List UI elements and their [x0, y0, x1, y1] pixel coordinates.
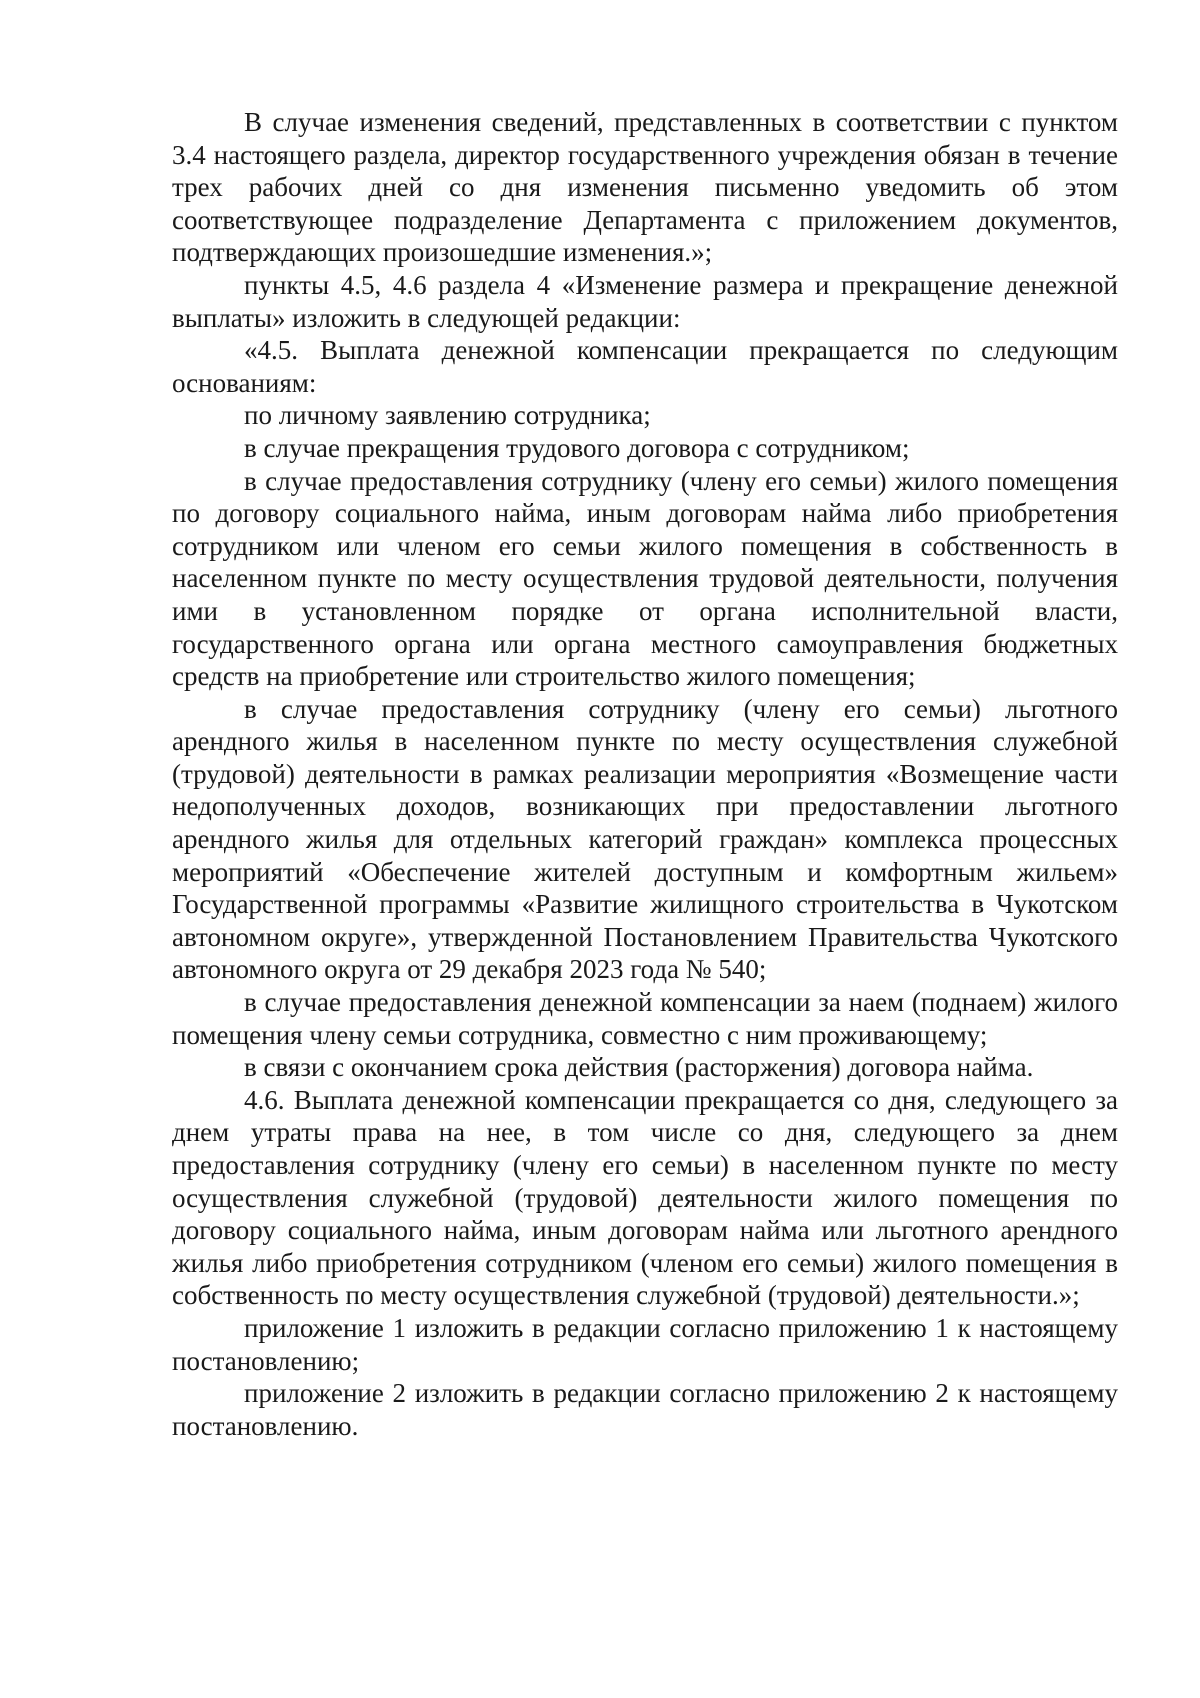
- paragraph-basis-family-member-compensation: в случае предоставления денежной компенсации за наем (поднаем) жилого помещения члену семьи сотрудника, совместно с ним проживающему;: [172, 987, 1118, 1050]
- paragraph-appendix-2: приложение 2 изложить в редакции согласно приложению 2 к настоящему постановлению.: [172, 1378, 1118, 1441]
- paragraph-point-4-5-intro: «4.5. Выплата денежной компенсации прекращается по следующим основаниям:: [172, 335, 1118, 398]
- paragraph-basis-personal-request: по личному заявлению сотрудника;: [244, 400, 651, 431]
- paragraph-basis-lease-expiry: в связи с окончанием срока действия (расторжения) договора найма.: [244, 1052, 1034, 1083]
- document-page: [172, 106, 1118, 1442]
- paragraph-point-4-6: 4.6. Выплата денежной компенсации прекращается со дня, следующего за днем утраты права на нее, в том числе со дня, следующего за днем предоставления сотруднику (члену его семьи) в населенном пункте по месту осуществления служебной (трудовой) деятельности жилого помещения по договору социального найма, иным договорам найма или льготного арендного жилья либо приобретения сотрудником (членом его семьи) жилого помещения в собственность по месту осуществления служебной (трудовой) деятельности.»;: [172, 1084, 1118, 1311]
- paragraph-basis-contract-termination: в случае прекращения трудового договора с сотрудником;: [244, 432, 910, 463]
- paragraph-basis-housing-provided: в случае предоставления сотруднику (члену его семьи) жилого помещения по договору социального найма, иным договорам найма либо приобретения сотрудником или членом его семьи жилого помещения в собственность в населенном пункте по месту осуществления трудовой деятельности, получения ими в установленном порядке от органа исполнительной власти, государственного органа или органа местного самоуправления бюджетных средств на приобретение или строительство жилого помещения;: [172, 465, 1118, 692]
- paragraph-notification-of-changes: В случае изменения сведений, представленных в соответствии с пунктом 3.4 настоящего раздела, директор государственного учреждения обязан в течение трех рабочих дней со дня изменения письменно уведомить об этом соответствующее подразделение Департамента с приложением документов, подтверждающих произошедшие изменения.»;: [172, 107, 1118, 268]
- paragraph-basis-preferential-rental: в случае предоставления сотруднику (члену его семьи) льготного арендного жилья в населенном пункте по месту осуществления служебной (трудовой) деятельности в рамках реализации мероприятия «Возмещение части недополученных доходов, возникающих при предоставлении льготного арендного жилья для отдельных категорий граждан» комплекса процессных мероприятий «Обеспечение жителей доступным и комфортным жильем» Государственной программы «Развитие жилищного строительства в Чукотском автономном округе», утвержденной Постановлением Правительства Чукотского автономного округа от 29 декабря 2023 года № 540;: [172, 693, 1118, 985]
- paragraph-amend-points-4-5-4-6: пункты 4.5, 4.6 раздела 4 «Изменение размера и прекращение денежной выплаты» изложить в следующей редакции:: [172, 269, 1118, 333]
- paragraph-appendix-1: приложение 1 изложить в редакции согласно приложению 1 к настоящему постановлению;: [172, 1312, 1118, 1376]
